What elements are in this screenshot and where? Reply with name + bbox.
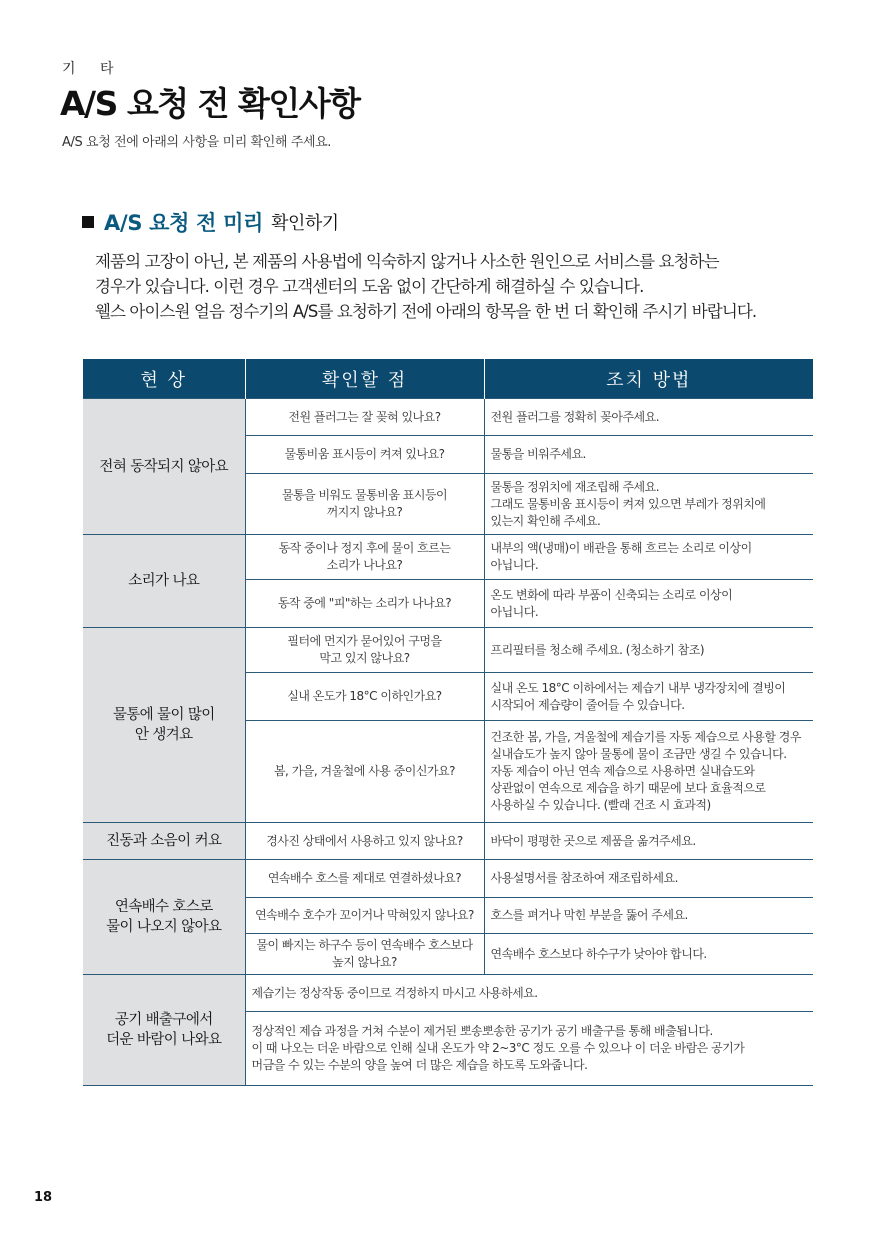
action-cell xyxy=(484,436,813,474)
check-cell xyxy=(245,474,484,535)
table-body xyxy=(83,399,813,1086)
action-cell xyxy=(484,535,813,580)
cell-line: 연속배수 호수가 꼬이거나 막혀있지 않나요? xyxy=(255,908,474,922)
cell-line: 진동과 소음이 커요 xyxy=(106,833,222,849)
cell-line: 물통비움 표시등이 켜져 있나요? xyxy=(284,447,445,461)
table-row xyxy=(83,628,813,673)
cell-line: 있는지 확인해 주세요. xyxy=(490,513,601,528)
cell-line: 더운 바람이 나와요 xyxy=(106,1032,222,1048)
check-cell xyxy=(245,860,484,898)
symptom-cell xyxy=(83,860,245,975)
check-cell xyxy=(245,535,484,580)
cell-line: 막고 있지 않나요? xyxy=(319,651,410,665)
action-cell xyxy=(484,580,813,628)
cell-line: 꺼지지 않나요? xyxy=(326,505,403,519)
cell-line: 호스를 펴거나 막힌 부분을 뚫어 주세요. xyxy=(490,908,688,922)
cell-line: 경사진 상태에서 사용하고 있지 않나요? xyxy=(266,833,463,848)
cell-line: 공기 배출구에서 xyxy=(114,1012,213,1028)
intro-line: 경우가 있습니다. 이런 경우 고객센터의 도움 없이 간단하게 해결하실 수 있습니다. xyxy=(95,277,644,296)
cell-line: 사용설명서를 참조하여 재조립하세요. xyxy=(490,871,678,885)
check-cell xyxy=(245,823,484,860)
cell-line: 시작되어 제습량이 줄어들 수 있습니다. xyxy=(490,697,685,712)
cell-line: 물통을 비워주세요. xyxy=(490,447,586,461)
cell-line: 소리가 나요 xyxy=(128,573,200,589)
page-title: A/S 요청 전 확인사항 xyxy=(60,84,360,123)
cell-line: 바닥이 평평한 곳으로 제품을 옮겨주세요. xyxy=(490,833,696,848)
merged-action-cell xyxy=(245,975,813,1012)
cell-line: 내부의 액(냉매)이 배관을 통해 흐르는 소리로 이상이 xyxy=(490,541,752,555)
cell-line: 사용하실 수 있습니다. (빨래 건조 시 효과적) xyxy=(490,798,711,812)
action-cell xyxy=(484,474,813,535)
section-heading xyxy=(82,207,339,237)
symptom-cell xyxy=(83,628,245,823)
cell-line: 프리필터를 청소해 주세요. (청소하기 참조) xyxy=(490,642,705,657)
cell-line: 머금을 수 있는 수분의 양을 높여 더 많은 제습을 하도록 도와줍니다. xyxy=(251,1058,588,1072)
check-cell xyxy=(245,673,484,721)
cell-line: 아닙니다. xyxy=(490,604,539,619)
cell-line: 소리가 나나요? xyxy=(326,558,403,572)
action-cell xyxy=(484,934,813,975)
cell-line: 온도 변화에 따라 부품이 신축되는 소리로 이상이 xyxy=(490,587,733,602)
cell-line: 전혀 동작되지 않아요 xyxy=(99,458,229,475)
table-row xyxy=(83,823,813,860)
square-bullet-icon xyxy=(82,216,94,228)
intro-line: 제품의 고장이 아닌, 본 제품의 사용법에 익숙하지 않거나 사소한 원인으로 서비스를 요청하는 xyxy=(95,252,719,271)
cell-line: 자동 제습이 아닌 연속 제습으로 사용하면 실내습도와 xyxy=(490,764,755,778)
action-cell xyxy=(484,628,813,673)
symptom-cell xyxy=(83,975,245,1086)
cell-line: 동작 중이나 정지 후에 물이 흐르는 xyxy=(278,541,451,555)
intro-paragraph xyxy=(95,249,756,324)
troubleshooting-table xyxy=(83,359,813,1086)
cell-line: 물통을 정위치에 재조립해 주세요. xyxy=(490,479,660,494)
cell-line: 안 생겨요 xyxy=(134,727,193,743)
symptom-cell xyxy=(83,399,245,535)
action-cell xyxy=(484,673,813,721)
cell-line: 물통을 비워도 물통비움 표시등이 xyxy=(281,488,448,502)
cell-line: 정상적인 제습 과정을 거쳐 수분이 제거된 뽀송뽀송한 공기가 공기 배출구를 통해 배출됩니다. xyxy=(251,1024,713,1038)
intro-line: 웰스 아이스원 얼음 정수기의 A/S를 요청하기 전에 아래의 항목을 한 번 더 확인해 주시기 바랍니다. xyxy=(95,302,757,321)
check-cell xyxy=(245,436,484,474)
header-check: 확인할 점 xyxy=(245,359,484,399)
table-row xyxy=(83,535,813,580)
check-cell xyxy=(245,580,484,628)
cell-line: 이 때 나오는 더운 바람으로 인해 실내 온도가 약 2~3°C 정도 오를 수 있으나 이 더운 바람은 공기가 xyxy=(251,1041,745,1055)
cell-line: 제습기는 정상작동 중이므로 걱정하지 마시고 사용하세요. xyxy=(251,985,538,1000)
page-subtitle: A/S 요청 전에 아래의 사항을 미리 확인해 주세요. xyxy=(62,135,332,150)
cell-line: 상관없이 연속으로 제습을 하기 때문에 보다 효율적으로 xyxy=(490,781,766,795)
cell-line: 물이 나오지 않아요 xyxy=(106,919,222,935)
table-row xyxy=(83,975,813,1012)
header-symptom: 현 상 xyxy=(83,359,245,399)
check-cell xyxy=(245,399,484,436)
page-category: 기 타 xyxy=(62,61,124,77)
table-row xyxy=(83,860,813,898)
table-row xyxy=(83,399,813,436)
cell-line: 실내습도가 높지 않아 물통에 물이 조금만 생길 수 있습니다. xyxy=(490,747,787,761)
cell-line: 전원 플러그를 정확히 꽂아주세요. xyxy=(490,409,660,424)
symptom-cell xyxy=(83,535,245,628)
cell-line: 아닙니다. xyxy=(490,558,539,572)
check-cell xyxy=(245,721,484,823)
cell-line: 그래도 물통비움 표시등이 켜져 있으면 부레가 정위치에 xyxy=(490,496,766,511)
merged-action-cell xyxy=(245,1012,813,1086)
cell-line: 동작 중에 "피"하는 소리가 나나요? xyxy=(277,596,452,610)
action-cell xyxy=(484,823,813,860)
cell-line: 필터에 먼지가 묻어있어 구멍을 xyxy=(287,634,442,648)
cell-line: 연속배수 호스를 제대로 연결하셨나요? xyxy=(267,871,462,885)
cell-line: 물통에 물이 많이 xyxy=(112,707,215,723)
cell-line: 건조한 봄, 가을, 겨울철에 제습기를 자동 제습으로 사용할 경우 xyxy=(490,730,801,744)
section-heading-rest: 확인하기 xyxy=(271,213,339,234)
action-cell xyxy=(484,721,813,823)
check-cell xyxy=(245,898,484,934)
cell-line: 봄, 가을, 겨울철에 사용 중이신가요? xyxy=(273,764,456,778)
check-cell xyxy=(245,934,484,975)
cell-line: 물이 빠지는 하구수 등이 연속배수 호스보다 xyxy=(256,938,473,952)
action-cell xyxy=(484,399,813,436)
action-cell xyxy=(484,898,813,934)
section-heading-accent: A/S 요청 전 미리 xyxy=(104,211,264,235)
check-cell xyxy=(245,628,484,673)
symptom-cell xyxy=(83,823,245,860)
header-action: 조치 방법 xyxy=(484,359,813,399)
cell-line: 높지 않나요? xyxy=(332,955,397,969)
page-number: 18 xyxy=(34,1190,53,1205)
table-header-row xyxy=(83,359,813,399)
cell-line: 전원 플러그는 잘 꽂혀 있나요? xyxy=(288,409,441,424)
action-cell xyxy=(484,860,813,898)
cell-line: 실내 온도 18°C 이하에서는 제습기 내부 냉각장치에 결빙이 xyxy=(490,680,786,695)
cell-line: 연속배수 호스보다 하수구가 낮아야 합니다. xyxy=(490,946,707,961)
cell-line: 실내 온도가 18°C 이하인가요? xyxy=(287,689,442,703)
cell-line: 연속배수 호스로 xyxy=(114,899,213,915)
